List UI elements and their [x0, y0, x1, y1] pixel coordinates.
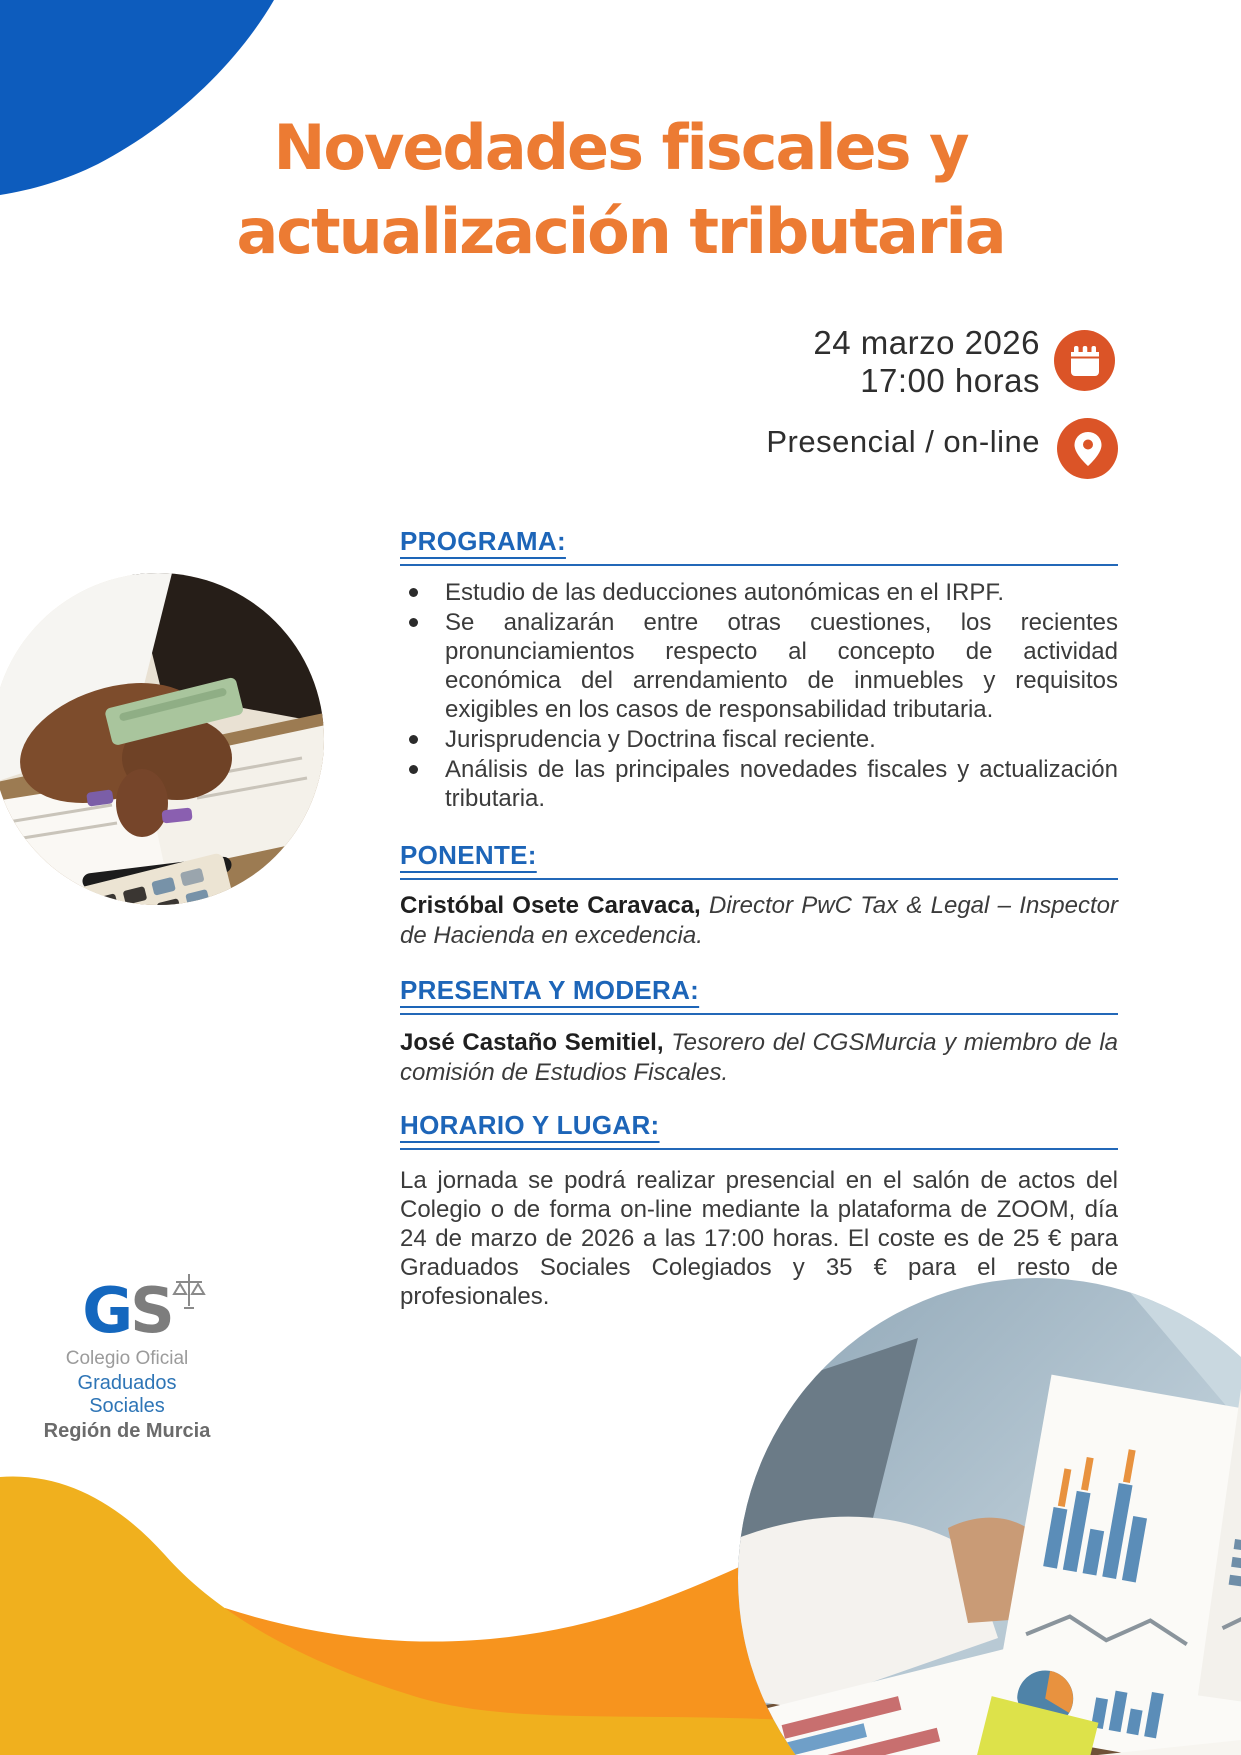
logo-gs-monogram	[82, 1274, 172, 1347]
programa-heading: PROGRAMA:	[400, 526, 1118, 566]
organization-logo	[38, 1274, 216, 1443]
list-item: Análisis de las principales novedades fiscales y actualización tributaria.	[400, 755, 1118, 813]
section-ponente-heading-row	[400, 840, 1118, 880]
ponente-paragraph	[400, 891, 1118, 951]
logo-line-region: Región de Murcia	[43, 1420, 211, 1442]
section-horario-heading-row	[400, 1110, 1118, 1150]
horario-paragraph: La jornada se podrá realizar presencial en el salón de actos del Colegio o de forma on-line mediante la plataforma de ZOOM, día 24 de marzo de 2026 a las 17:00 horas. El coste es de 25 € para Graduados Sociales Colegiados y 35 € para el resto de profesionales.	[400, 1167, 1118, 1310]
presenta-name: José Castaño Semitiel,	[400, 1029, 664, 1056]
horario-heading: HORARIO Y LUGAR:	[400, 1110, 1118, 1150]
logo-letter-g: G	[82, 1274, 131, 1347]
ponente-name: Cristóbal Osete Caravaca,	[400, 892, 701, 919]
event-mode: Presencial / on-line	[766, 424, 1040, 459]
calendar-icon	[1054, 330, 1115, 391]
photo-charts-analysis	[738, 1278, 1241, 1755]
ponente-heading: PONENTE:	[400, 840, 1118, 880]
title-line-2: actualización tributaria	[236, 195, 1005, 268]
logo-line-graduados: Graduados Sociales	[77, 1372, 177, 1417]
logo-line-colegio: Colegio Oficial	[65, 1348, 189, 1369]
page-title	[0, 106, 1241, 274]
programa-bullet-list	[400, 578, 1118, 814]
presenta-paragraph	[400, 1028, 1118, 1088]
logo-letter-s: S	[130, 1274, 172, 1347]
photo-hands-calculator	[0, 573, 324, 905]
list-item: Jurisprudencia y Doctrina fiscal reciente.	[400, 725, 1118, 754]
event-date-block	[813, 324, 1040, 400]
scales-of-justice-icon	[172, 1272, 206, 1312]
presenta-heading: PRESENTA Y MODERA:	[400, 975, 1118, 1015]
presenta-role: Tesorero del CGSMurcia y miembro de la comisión de Estudios Fiscales.	[400, 1029, 1118, 1086]
location-pin-icon	[1057, 418, 1118, 479]
event-date: 24 marzo 2026	[813, 324, 1040, 361]
event-time: 17:00 horas	[860, 362, 1040, 399]
section-presenta-heading-row	[400, 975, 1118, 1015]
list-item: Estudio de las deducciones autonómicas en el IRPF.	[400, 578, 1118, 607]
section-programa-heading-row	[400, 526, 1118, 566]
title-line-1: Novedades fiscales y	[273, 111, 968, 184]
list-item: Se analizarán entre otras cuestiones, los recientes pronunciamientos respecto al concepto de actividad económica del arrendamiento de inmuebles y requisitos exigibles en los casos de responsabilidad tributaria.	[400, 608, 1118, 724]
ponente-role: Director PwC Tax & Legal – Inspector de Hacienda en excedencia.	[400, 892, 1118, 949]
